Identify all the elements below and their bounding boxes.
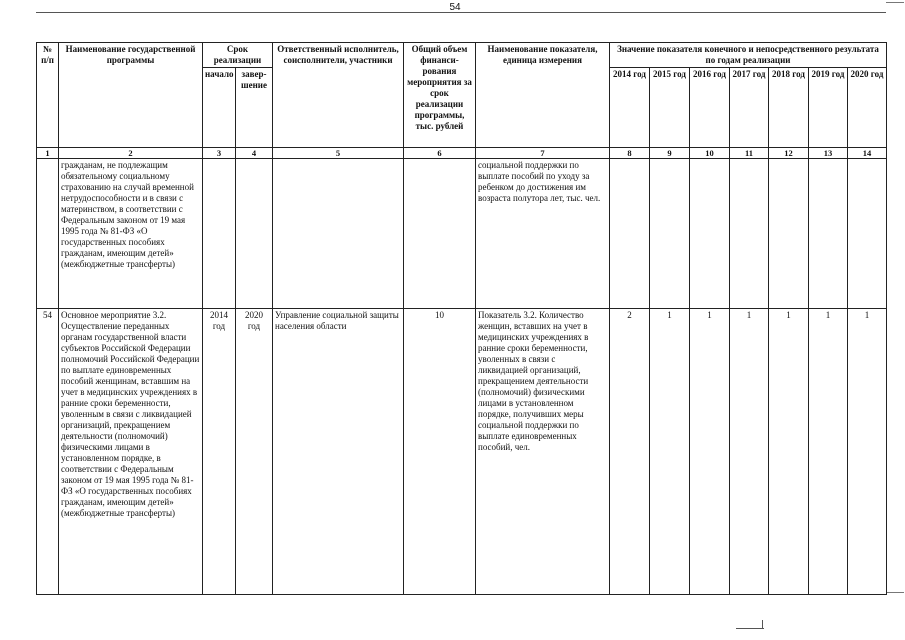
column-number: 1 [37, 148, 59, 159]
program-table [36, 42, 887, 595]
column-number: 2 [59, 148, 203, 159]
program-name: гражданам, не подлежащим обязательному социальному страхованию на случай временной нетрудоспособности и в связи с материнством, в соответствии с Федеральным законом от 19 мая 1995 года № 81-ФЗ «О государственных пособиях гражданам, имеющим детей» (межбюджетные трансферты) [59, 159, 203, 309]
year-value [769, 159, 809, 309]
column-number: 11 [730, 148, 769, 159]
header-term-start: начало [203, 68, 236, 148]
top-rule [36, 12, 886, 13]
column-number: 6 [404, 148, 476, 159]
column-number: 12 [769, 148, 809, 159]
year-value [650, 159, 690, 309]
header-executor: Ответственный исполнитель, соисполнители, участники [273, 43, 404, 148]
indicator-name: социальной поддержки по выплате пособий по уходу за ребенком до достижения им возраста полутора лет, тыс. чел. [476, 159, 610, 309]
year-value [610, 159, 650, 309]
year-value [730, 159, 769, 309]
column-number: 8 [610, 148, 650, 159]
year-value: 1 [769, 309, 809, 595]
finance-total [404, 159, 476, 309]
year-value: 1 [650, 309, 690, 595]
corner-mark [736, 628, 764, 629]
year-value [809, 159, 848, 309]
column-number: 9 [650, 148, 690, 159]
row-num: 54 [37, 309, 59, 595]
page-number: 54 [449, 2, 461, 13]
year-value: 1 [809, 309, 848, 595]
corner-mark-tick [762, 620, 763, 628]
column-numbers-row [37, 148, 887, 159]
column-number: 5 [273, 148, 404, 159]
year-value [848, 159, 887, 309]
edge-mark-top [886, 2, 904, 3]
column-number: 14 [848, 148, 887, 159]
header-finance: Общий объем финанси-рования мероприятия за срок реализации программы, тыс. рублей [404, 43, 476, 148]
table-row [37, 309, 887, 595]
term-start [203, 159, 236, 309]
year-value: 2 [610, 309, 650, 595]
header-term-end: завер-шение [236, 68, 273, 148]
row-num [37, 159, 59, 309]
column-number: 3 [203, 148, 236, 159]
header-num: № п/п [37, 43, 59, 148]
column-number: 13 [809, 148, 848, 159]
header-year: 2018 год [769, 68, 809, 148]
header-program: Наименование государственной программы [59, 43, 203, 148]
year-value: 1 [730, 309, 769, 595]
indicator-name: Показатель 3.2. Количество женщин, вставших на учет в медицинских учреждениях в ранние сроки беременности, уволенных в связи с ликвидацией организаций, прекращением деятельности (полномочий) физическими лицами в установленном порядке, получивших меры социальной поддержки по выплате единовременных пособий, чел. [476, 309, 610, 595]
term-end: 2020 год [236, 309, 273, 595]
header-year: 2014 год [610, 68, 650, 148]
column-number: 7 [476, 148, 610, 159]
finance-total: 10 [404, 309, 476, 595]
year-value [690, 159, 730, 309]
column-number: 4 [236, 148, 273, 159]
executor [273, 159, 404, 309]
executor: Управление социальной защиты населения области [273, 309, 404, 595]
header-year: 2015 год [650, 68, 690, 148]
table-row [37, 159, 887, 309]
header-year: 2016 год [690, 68, 730, 148]
column-number: 10 [690, 148, 730, 159]
term-start: 2014 год [203, 309, 236, 595]
header-year: 2017 год [730, 68, 769, 148]
header-year: 2019 год [809, 68, 848, 148]
header-indicator: Наименование показателя, единица измерения [476, 43, 610, 148]
year-value: 1 [690, 309, 730, 595]
header-term: Срок реализации [203, 43, 273, 68]
header-year: 2020 год [848, 68, 887, 148]
edge-mark-bottom [886, 592, 904, 593]
term-end [236, 159, 273, 309]
year-value: 1 [848, 309, 887, 595]
header-values: Значение показателя конечного и непосредственного результата по годам реализации [610, 43, 887, 68]
program-name: Основное мероприятие 3.2. Осуществление переданных органам государственной власти субъектов Российской Федерации полномочий Российской Федерации по выплате единовременных пособий женщинам, вставшим на учет в медицинских учреждениях в ранние сроки беременности, уволенным в связи с ликвидацией организаций, прекращением деятельности (полномочий) физическими лицами в установленном порядке, в соответствии с Федеральным законом от 19 мая 1995 года № 81-ФЗ «О государственных пособиях гражданам, имеющим детей» (межбюджетные трансферты) [59, 309, 203, 595]
